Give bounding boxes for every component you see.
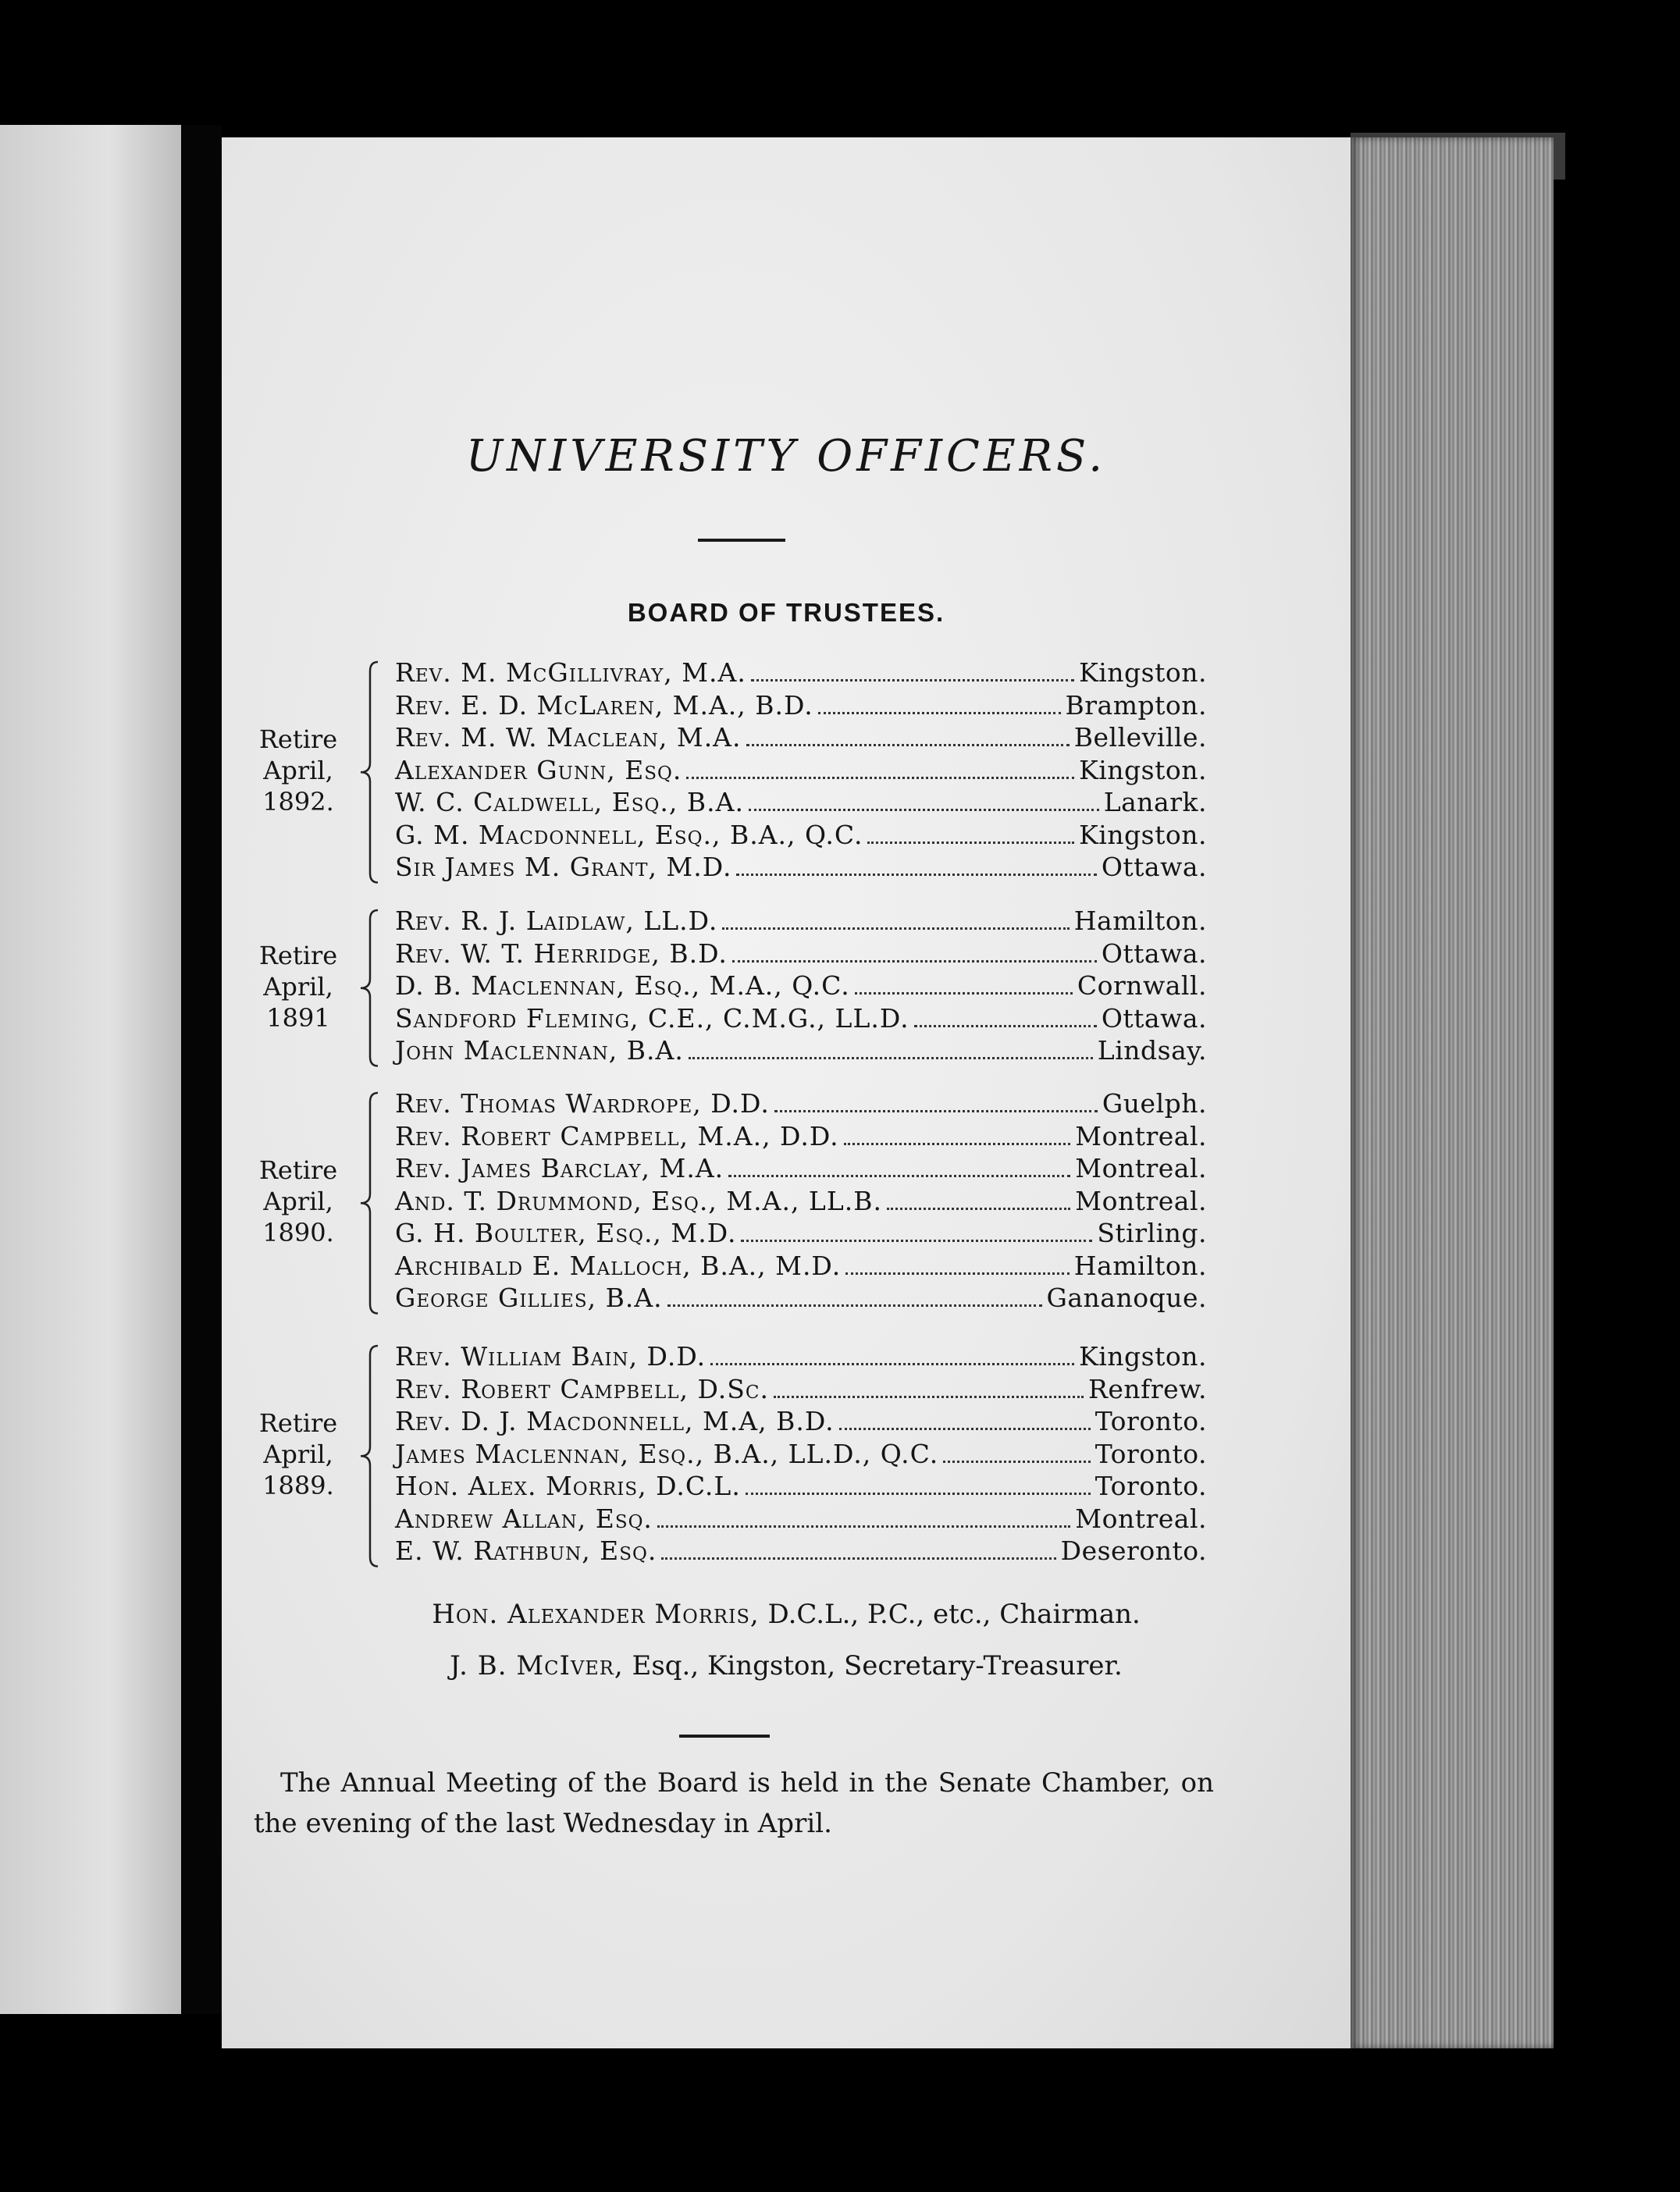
trustee-row [395,1186,1207,1219]
leader-dots [710,1363,1074,1365]
trustee-name: W. C. Caldwell, Esq., B.A. [395,787,744,817]
trustee-row [395,1471,1207,1503]
leader-dots [657,1525,1070,1528]
retire-label [251,1407,345,1501]
trustee-place: Cornwall. [1077,970,1207,1001]
retire-label-line: 1891 [266,1002,330,1033]
trustee-place: Toronto. [1094,1406,1207,1436]
retire-label-line: Retire [258,940,338,970]
retire-label [251,940,345,1034]
trustee-row [395,1406,1207,1439]
chairman-line [222,1599,1351,1630]
trustee-row [395,906,1207,938]
trustee-name: Rev. D. J. Macdonnell, M.A, B.D. [395,1406,835,1436]
trustee-place: Montreal. [1075,1185,1207,1216]
trustee-name: Rev. James Barclay, M.A. [395,1153,724,1183]
trustee-name: Rev. W. T. Herridge, B.D. [395,938,728,969]
title-rule [698,539,785,542]
curly-brace [358,909,381,1068]
trustee-row [395,1251,1207,1283]
trustee-name: Sir James M. Grant, M.D. [395,852,732,882]
leader-dots [855,992,1073,995]
meeting-note: The Annual Meeting of the Board is held in the Senate Chamber, on the evening of the last Wednesday in April. [254,1767,1214,1839]
trustee-row [395,1153,1207,1186]
leader-dots [746,744,1070,746]
curly-brace [358,1091,381,1315]
retire-label-line: April, [263,971,333,1002]
trustee-row [395,1088,1207,1121]
trustee-place: Ottawa. [1101,1002,1207,1034]
retire-label-line: 1890. [262,1218,334,1248]
leader-dots [746,1493,1091,1495]
leader-dots [774,1110,1098,1112]
trustee-place: Kingston. [1079,819,1207,850]
leader-dots [736,874,1096,876]
trustee-name: Alexander Gunn, Esq. [395,754,682,785]
trustee-row [395,755,1207,788]
retire-label-line: April, [263,756,333,786]
retire-label-line: Retire [258,724,338,755]
leader-dots [887,1208,1070,1210]
trustee-place: Stirling. [1097,1218,1207,1248]
trustee-name: Rev. M. McGillivray, M.A. [395,657,746,688]
chairman-detail: D.C.L., P.C., etc., Chairman. [767,1599,1141,1630]
trustee-place: Renfrew. [1088,1373,1207,1404]
page-title: UNIVERSITY OFFICERS. [465,431,1107,482]
leader-dots [867,842,1074,844]
retire-label-line: Retire [258,1408,338,1439]
trustee-name: And. T. Drummond, Esq., M.A., LL.B. [395,1185,882,1216]
section-title: BOARD OF TRUSTEES. [627,598,945,627]
trustee-place: Gananoque. [1046,1283,1207,1313]
trustee-place: Toronto. [1094,1438,1207,1469]
trustee-name: Archibald E. Malloch, B.A., M.D. [395,1250,842,1281]
chairman-name: Hon. Alexander Morris, [432,1599,760,1630]
trustee-place: Montreal. [1075,1120,1207,1151]
trustee-name: E. W. Rathbun, Esq. [395,1535,657,1566]
retire-label-line: April, [263,1439,333,1470]
trustee-name: Rev. M. W. Maclean, M.A. [395,722,742,753]
trustee-row [395,1218,1207,1251]
trustee-name: Rev. E. D. McLaren, M.A., B.D. [395,689,813,721]
trustee-row [395,1503,1207,1536]
leader-dots [839,1428,1091,1430]
trustee-row [395,1341,1207,1374]
trustee-row [395,820,1207,852]
secretary-detail: Esq., Kingston, Secretary-Treasurer. [632,1650,1123,1681]
trustee-name: Rev. Thomas Wardrope, D.D. [395,1088,770,1119]
trustee-row [395,657,1207,690]
trustee-place: Guelph. [1102,1088,1207,1119]
trustee-name: D. B. Maclennan, Esq., M.A., Q.C. [395,970,850,1001]
leader-dots [818,712,1061,714]
trustee-name: Rev. Robert Campbell, D.Sc. [395,1373,769,1404]
trustee-name: Sandford Fleming, C.E., C.M.G., LL.D. [395,1002,909,1034]
leader-dots [667,1304,1042,1307]
retire-label-line: April, [263,1187,333,1217]
trustee-row [395,1035,1207,1068]
member-list [395,1341,1207,1568]
leader-dots [845,1272,1070,1275]
trustee-row [395,722,1207,755]
leader-dots [728,1175,1070,1177]
curly-brace [358,1344,381,1568]
trustee-place: Montreal. [1075,1153,1207,1183]
trustee-row [395,1535,1207,1568]
trustee-place: Belleville. [1073,722,1207,753]
leader-dots [844,1143,1071,1145]
trustee-place: Brampton. [1065,689,1207,721]
trustee-name: Rev. R. J. Laidlaw, LL.D. [395,906,718,936]
trustee-name: G. M. Macdonnell, Esq., B.A., Q.C. [395,819,863,850]
trustee-name: George Gillies, B.A. [395,1283,663,1313]
trustee-row [395,938,1207,971]
curly-brace [358,660,381,884]
leader-dots [774,1396,1084,1398]
leader-dots [914,1025,1097,1027]
trustee-name: G. H. Boulter, Esq., M.D. [395,1218,737,1248]
retire-label-line: Retire [258,1155,338,1186]
book-gutter [181,125,222,2014]
trustee-row [395,1003,1207,1036]
trustee-row [395,1121,1207,1154]
leader-dots [741,1240,1092,1242]
trustee-row [395,1374,1207,1407]
trustee-place: Hamilton. [1073,906,1207,936]
member-list [395,657,1207,884]
trustee-row [395,787,1207,820]
retire-label [251,724,345,817]
trustee-row [395,1439,1207,1471]
leader-dots [661,1557,1055,1560]
trustee-place: Deseronto. [1060,1535,1207,1566]
leader-dots [722,927,1069,930]
trustee-name: Rev. Robert Campbell, M.A., D.D. [395,1120,839,1151]
secretary-line [222,1650,1351,1681]
leader-dots [749,809,1099,811]
secretary-name: J. B. McIver, [450,1650,624,1681]
trustee-name: Hon. Alex. Morris, D.C.L. [395,1471,741,1501]
trustee-place: Ottawa. [1101,938,1207,969]
retire-label-line: 1889. [262,1471,334,1501]
trustee-place: Toronto. [1094,1471,1207,1501]
member-list [395,906,1207,1068]
member-list [395,1088,1207,1315]
trustee-place: Montreal. [1075,1503,1207,1534]
trustee-place: Kingston. [1079,754,1207,785]
leader-dots [689,1057,1093,1059]
trustee-row [395,690,1207,723]
closing-rule [679,1735,770,1738]
trustee-row [395,1283,1207,1315]
trustee-name: Andrew Allan, Esq. [395,1503,653,1534]
leader-dots [686,777,1074,779]
trustee-place: Lindsay. [1097,1035,1207,1066]
trustee-row [395,852,1207,884]
trustee-name: Rev. William Bain, D.D. [395,1341,707,1372]
trustee-name: John Maclennan, B.A. [395,1035,684,1066]
retire-label-line: 1892. [262,787,334,817]
trustee-name: James Maclennan, Esq., B.A., LL.D., Q.C. [395,1438,939,1469]
book-page-edges [1351,137,1554,2048]
leader-dots [943,1461,1091,1463]
leader-dots [732,960,1097,963]
trustee-place: Hamilton. [1073,1250,1207,1281]
adjacent-page [0,125,181,2014]
leader-dots [751,679,1074,681]
retire-label [251,1155,345,1248]
trustee-place: Kingston. [1079,1341,1207,1372]
trustee-row [395,970,1207,1003]
trustee-place: Ottawa. [1101,852,1207,882]
trustee-place: Lanark. [1103,787,1207,817]
trustee-place: Kingston. [1079,657,1207,688]
